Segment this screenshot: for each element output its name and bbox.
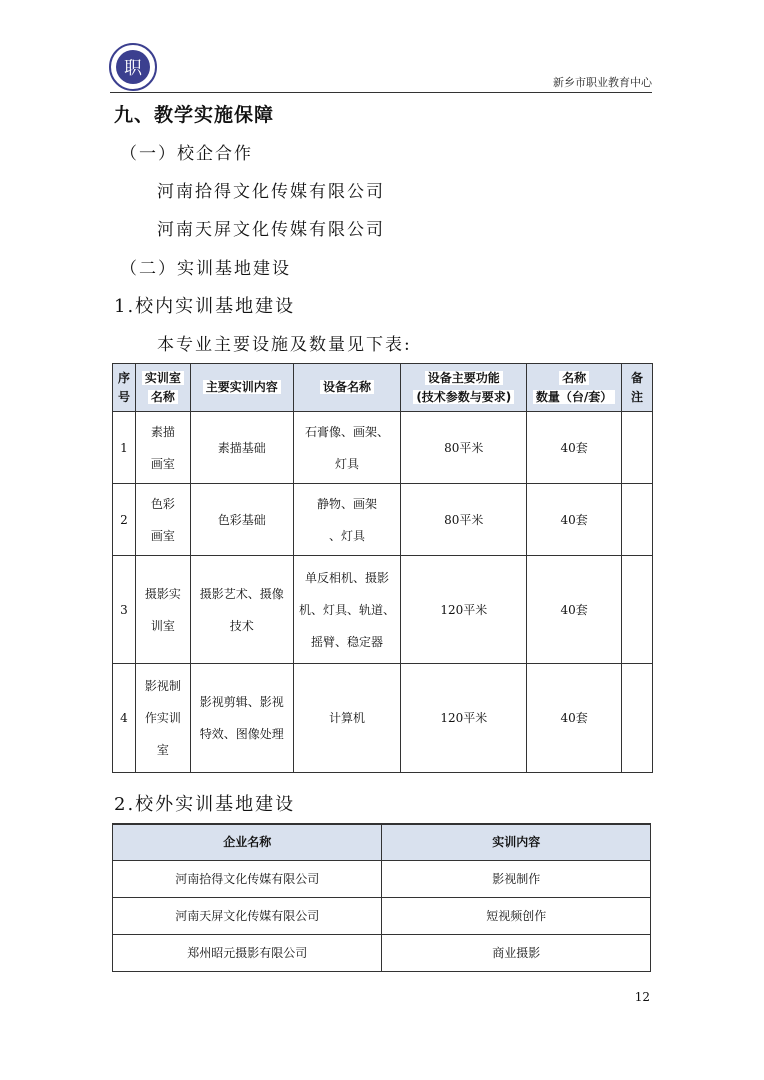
logo-char: 职 <box>124 58 142 79</box>
company-1: 河南拾得文化传媒有限公司 <box>157 182 385 202</box>
th-qty: 名称 数量（台/套） <box>527 364 622 412</box>
th-func: 设备主要功能 (技术参数与要求) <box>401 364 527 412</box>
th-no: 序 号 <box>113 364 136 412</box>
th-train-content: 实训内容 <box>382 824 651 860</box>
th-room: 实训室 名称 <box>135 364 190 412</box>
header-divider <box>110 92 652 93</box>
section-title: 九、教学实施保障 <box>114 104 275 126</box>
subsection-base: （二）实训基地建设 <box>120 259 291 279</box>
facilities-table <box>112 363 653 773</box>
table-row: 4 影视制 作实训 室 影视剪辑、影视 特效、图像处理 计算机 120平米 40套 <box>113 664 653 773</box>
table-row: 2 色彩 画室 色彩基础 静物、画架 、灯具 80平米 40套 <box>113 484 653 556</box>
table-row: 郑州昭元摄影有限公司 商业摄影 <box>113 934 651 971</box>
page-number: 12 <box>634 990 650 1004</box>
th-note: 备 注 <box>622 364 653 412</box>
table-row: 1 素描 画室 素描基础 石膏像、画架、 灯具 80平米 40套 <box>113 412 653 484</box>
table-row: 河南拾得文化传媒有限公司 影视制作 <box>113 860 651 897</box>
external-bases-table <box>112 823 651 972</box>
table-row: 3 摄影实 训室 摄影艺术、摄像 技术 单反相机、摄影 机、灯具、轨道、 摇臂、稳定器 120平米 40套 <box>113 556 653 664</box>
table1-intro: 本专业主要设施及数量见下表: <box>157 335 412 355</box>
th-content: 主要实训内容 <box>190 364 293 412</box>
th-equip: 设备名称 <box>293 364 401 412</box>
org-name: 新乡市职业教育中心 <box>553 76 652 89</box>
item-external-base: 2.校外实训基地建设 <box>114 794 296 815</box>
school-logo <box>108 42 158 92</box>
th-company: 企业名称 <box>113 824 382 860</box>
company-2: 河南天屏文化传媒有限公司 <box>157 220 385 240</box>
item-internal-base: 1.校内实训基地建设 <box>114 296 296 317</box>
table-row: 河南天屏文化传媒有限公司 短视频创作 <box>113 897 651 934</box>
subsection-cooperation: （一）校企合作 <box>120 144 253 164</box>
